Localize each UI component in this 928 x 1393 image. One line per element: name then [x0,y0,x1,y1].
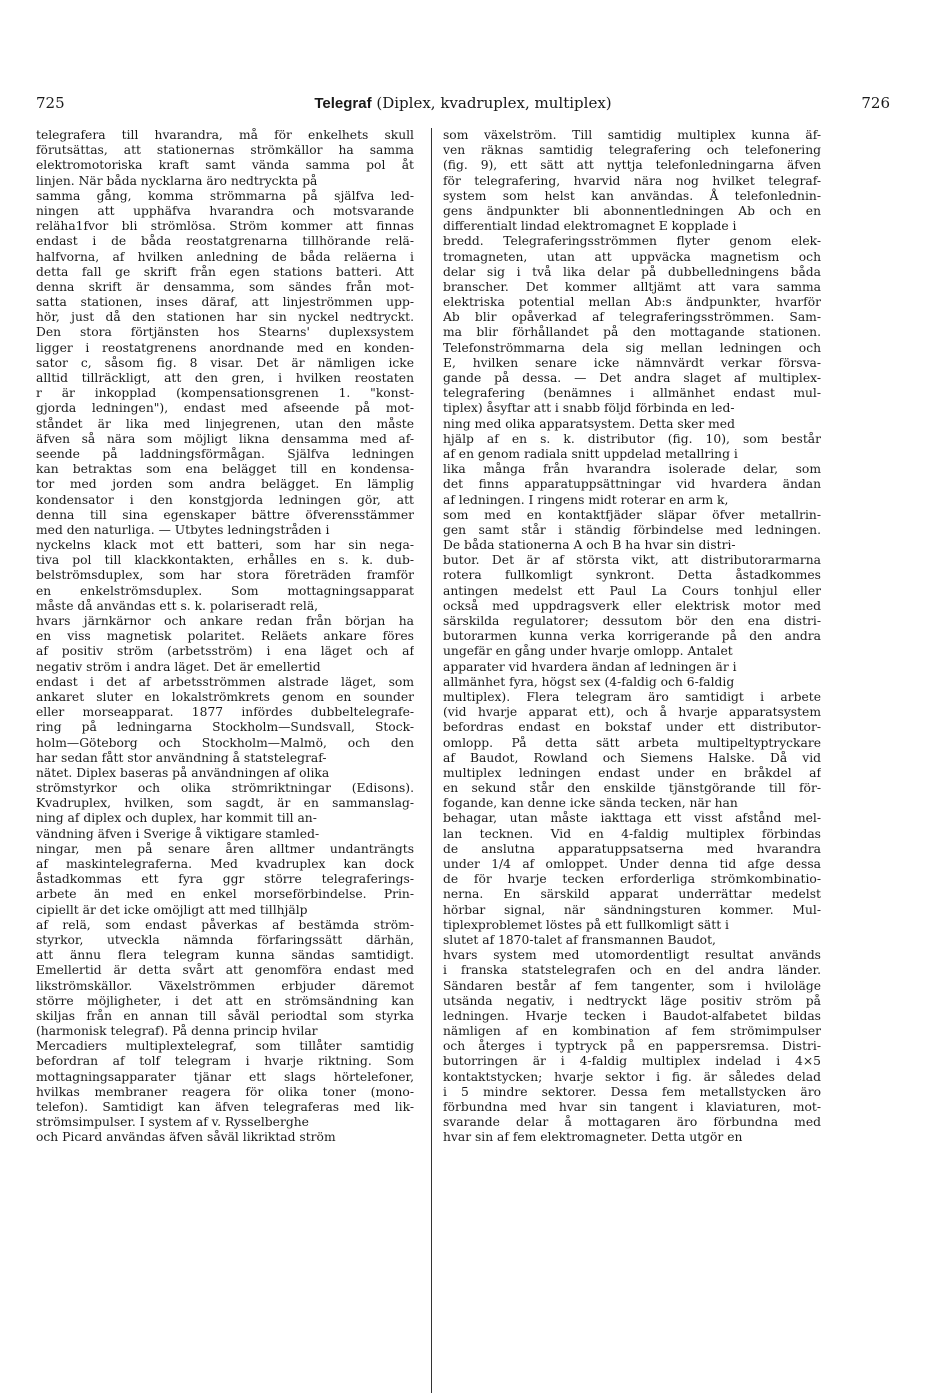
text-line: lan tecknen. Vid en 4-faldig multiplex förbindas [443,826,821,841]
text-line: omlopp. På detta sätt arbeta multipeltyptryckare [443,735,821,750]
text-line: hör, just då den stationen har sin nyckel nedtryckt. [36,310,414,325]
text-line: af ledningen. I ringens midt roterar en arm k, [443,492,729,507]
page-number-left: 725 [36,94,65,112]
text-line: apparater vid hvardera ändan af ledningen är i [443,659,737,674]
column-divider [431,128,432,1393]
text-line: lika många från hvarandra isolerade delar, som [443,462,821,477]
text-line: nätet. Diplex baseras på användningen af olika [36,765,330,780]
text-line: antingen medelst ett Paul La Cours tonhjul eller [443,583,821,598]
text-line: som med en kontaktfjäder släpar öfver metallrin- [443,507,821,522]
text-line: äfven så nära som möjligt likna densamma med af- [36,431,414,446]
running-title-subtitle: (Diplex, kvadruplex, multiplex) [371,94,612,112]
text-line: af en genom radiala snitt uppdelad metallring i [443,446,738,461]
text-line: Mercadiers multiplextelegraf, som tillåter samtidig [36,1039,414,1054]
text-line: r är inkopplad (kompensationsgrenen 1. "konst- [36,386,414,401]
text-line: De båda stationerna A och B ha hvar sin distri- [443,538,736,553]
text-line: och återges i typtryck på en pappersremsa. Distri- [443,1039,821,1054]
text-line: de för hvarje tecken erforderliga strömkombinatio- [443,872,821,887]
text-line: reläha1fvor bli strömlösa. Ström kommer att finnas [36,219,414,234]
text-line: ligger i reostatgrenens anordnande med en konden- [36,340,414,355]
text-line: och Picard användas äfven såväl likriktad ström [36,1130,336,1145]
text-line: ankaret sluter en lokalströmkrets genom en sounder [36,689,414,704]
text-line: butorarmen kunna verka korrigerande på den andra [443,629,821,644]
text-line: också med uppdragsverk eller elektrisk motor med [443,598,821,613]
text-line: tiplexproblemet löstes på ett fullkomligt sätt i [443,917,729,932]
text-line: af Baudot, Rowland och Siemens Halske. Då vid [443,750,821,765]
text-line: multiplex ledningen endast under en bråkdel af [443,765,821,780]
text-line: ningen att upphäfva hvarandra och motsvarande [36,203,414,218]
text-line: styrkor, utveckla nämnda förfaringssätt därhän, [36,932,414,947]
text-line: (harmonisk telegraf). På denna princip hvilar [36,1024,318,1039]
text-line: ståndet är lika med linjegrenen, utan den måste [36,416,414,431]
text-line: förbundna med hvar sin tangent i klaviaturen, mot- [443,1100,821,1114]
text-line: för telegrafering, hvarvid nära nog hvilket telegraf- [443,173,821,188]
text-line: ledningen. Hvarje tecken i Baudot-alfabetet bildas [443,1008,821,1023]
text-line: de anslutna apparatuppsatserna med hvarandra [443,841,821,856]
text-line: telefon). Samtidigt kan äfven telegraferas med lik- [36,1100,414,1114]
text-line: gjorda ledningen"), endast med afseende på mot- [36,401,414,416]
text-line: åstadkommas ett fyra ggr större telegraferings- [36,872,414,887]
text-line: Den stora förtjänsten hos Stearns' duplexsystem [36,325,414,340]
text-line: en viss magnetisk polaritet. Reläets ankare föres [36,629,414,644]
text-line: befordran af tolf telegram i hvarje riktning. Som [36,1054,414,1069]
text-line: strömstyrkor och olika strömriktningar (Edisons). [36,781,414,796]
text-line: sator c, såsom fig. 8 visar. Det är nämligen icke [36,355,414,370]
text-line: en enkelströmsduplex. Som mottagningsapparat [36,583,414,598]
text-line: fogande, kan denne icke sända tecken, när han [443,796,738,811]
text-line: (fig. 9), ett sätt att nyttja telefonledningarna äfven [443,158,821,173]
text-line: det finns apparatuppsättningar vid hvardera ändan [443,477,821,492]
text-line: elektromotoriska kraft samt vända samma pol åt [36,158,414,173]
text-line: halfvorna, af hvilken anledning de båda reläerna i [36,249,414,264]
text-line: har sedan fått stor användning å statstelegraf- [36,750,327,765]
text-line: tiplex) åsyftar att i snabb följd förbinda en led- [443,401,735,416]
text-line: tiva pol till klackkontakten, erhålles en s. k. dub- [36,553,414,568]
text-line: behagar, utan måste iakttaga ett visst afstånd mel- [443,811,821,826]
text-line: rotera fullkomligt synkront. Detta åstadkommes [443,568,821,583]
text-line: ring på ledningarna Stockholm—Sundsvall, Stock- [36,720,414,735]
text-line: mottagningsapparater tjänar ett slags hörtelefoner, [36,1069,414,1084]
text-line: i franska statstelegrafen och en del andra länder. [443,963,821,978]
text-line: belströmsduplex, som har stora företräden framför [36,568,414,583]
text-line: samma gång, komma strömmarna på själfva led- [36,188,414,203]
text-line: linjen. När båda nycklarna äro nedtryckta på [36,173,318,188]
text-line: nyckelns klack mot ett batteri, som har sin nega- [36,538,414,553]
text-line: gens ändpunkter bli abonnentledningen Ab och en [443,203,821,218]
text-line: multiplex). Flera telegram äro samtidigt i arbete [443,689,821,704]
text-line: likströmskällor. Växelströmmen erbjuder däremot [36,978,414,993]
text-line: satta stationen, inses däraf, att linjeströmmen upp- [36,295,414,310]
text-line: ning med olika apparatsystem. Detta sker med [443,416,735,431]
text-line: arbete än med en enkel morseförbindelse. Prin- [36,887,414,902]
text-line: ningar, men på senare åren alltmer undanträngts [36,841,414,856]
right-column [443,128,821,1146]
running-title-keyword: Telegraf [314,95,372,112]
text-line: svarande delar å mottagaren äro förbundna med [443,1115,821,1130]
text-line: butor. Det är af största vikt, att distributorarmarna [443,553,821,568]
text-line: allmänhet fyra, högst sex (4-faldig och 6-faldig [443,674,735,689]
text-line: måste då användas ett s. k. polariseradt relä, [36,598,319,613]
text-line: cipiellt är det icke omöjligt att med tillhjälp [36,902,308,917]
text-line: vändning äfven i Sverige å viktigare stamled- [36,826,320,841]
text-line: endast i de båda reostatgrenarna tillhörande relä- [36,234,414,249]
text-line: E, hvilken senare icke nämnvärdt verkar försva- [443,355,821,370]
text-line: kan betraktas som ena belägget till en kondensa- [36,462,414,477]
text-line: hörbar signal, när sändningsturen kommer. Mul- [443,902,821,917]
text-line: hvilkas membraner reagera för olika toner (mono- [36,1084,414,1099]
text-line: tromagneten, utan att uppväcka magnetism och [443,249,821,264]
text-line: seende på laddningsförmågan. Själfva ledningen [36,446,414,461]
text-line: Kvadruplex, hvilken, som sagdt, är en sammanslag- [36,796,414,811]
text-line: skiljas från en annan till såväl periodtal som styrka [36,1008,414,1023]
text-line: ma blir förhållandet på den mottagande stationen. [443,325,821,340]
text-line: förutsättas, att stationernas strömkällor ha samma [36,143,414,158]
text-line: hjälp af en s. k. distributor (fig. 10), som består [443,431,821,446]
text-line: särskilda regulatorer; dessutom bör den ena distri- [443,614,821,628]
text-line: holm—Göteborg och Stockholm—Malmö, och den [36,735,414,750]
left-column [36,128,414,1146]
text-line: denna skrift är densamma, som sändes från mot- [36,279,414,294]
text-line: ven räknas samtidig telegrafering och telefonering [443,143,821,158]
text-line: tor med jorden som andra belägget. En lämplig [36,477,414,492]
text-line: utsända negativ, i nedtryckt läge positiv ström på [443,993,821,1008]
text-line: Sändaren består af fem tangenter, som i hviloläge [443,978,821,993]
text-line: butorringen är i 4-faldig multiplex indelad i 4×5 [443,1054,821,1069]
text-line: af maskintelegraferna. Med kvadruplex kan dock [36,857,414,871]
text-line: nerna. En särskild apparat underrättar medelst [443,887,821,902]
text-line: elektriska potential mellan Ab:s ändpunkter, hvarför [443,295,821,310]
text-line: denna till sina egenskaper bättre öfverensstämmer [36,507,414,522]
text-line: befordras endast en bokstaf under ett distributor- [443,720,821,735]
text-line: i 5 mindre sektorer. Dessa fem metallstycken äro [443,1084,821,1099]
text-line: större möjligheter, i det att en strömsändning kan [36,993,414,1008]
text-line: differentialt lindad elektromagnet E kopplade i [443,219,737,234]
text-line: slutet af 1870-talet af fransmannen Baudot, [443,932,716,947]
text-line: telegrafering (benämnes i allmänhet endast mul- [443,386,821,401]
text-line: under 1/4 af omloppet. Under denna tid afge dessa [443,857,821,871]
text-line: telegrafera till hvarandra, må för enkelhets skull [36,128,414,142]
text-line: att ännu flera telegram kunna sändas samtidigt. [36,948,414,963]
text-line: alltid tillräckligt, att den gren, i hvilken reostaten [36,371,414,385]
text-line: gande på dessa. — Det andra slaget af multiplex- [443,371,821,385]
text-line: hvars system med utomordentligt resultat används [443,948,821,963]
text-line: bredd. Telegraferingsströmmen flyter genom elek- [443,234,821,249]
text-line: af relä, som endast påverkas af bestämda ström- [36,917,414,932]
text-line: negativ ström i andra läget. Det är emellertid [36,659,321,674]
text-line: branscher. Det kommer alltjämt att vara samma [443,279,821,294]
text-line: Telefonströmmarna dela sig mellan ledningen och [443,340,821,355]
running-title [36,92,890,115]
text-line: kondensator i den konstgjorda ledningen gör, att [36,492,414,507]
text-line: som växelström. Till samtidig multiplex kunna äf- [443,128,821,142]
text-line: system som helst kan användas. Å telefonlednin- [443,188,821,203]
text-line: ning af diplex och duplex, har kommit till an- [36,811,317,826]
text-line: gen samt står i ständig förbindelse med ledningen. [443,522,821,537]
page-number-right: 726 [861,94,890,112]
text-line: endast i det af arbetsströmmen alstrade läget, som [36,674,414,689]
text-line: eller morseapparat. 1877 infördes dubbeltelegrafe- [36,705,414,720]
text-line: Ab blir opåverkad af telegraferingsströmmen. Sam- [443,310,821,325]
text-line: kontaktstycken; hvarje sektor i fig. är således delad [443,1069,821,1084]
text-line: Emellertid är detta svårt att genomföra endast med [36,963,414,978]
text-line: ungefär en gång under hvarje omlopp. Antalet [443,644,733,659]
running-header [36,92,890,114]
text-line: strömsimpulser. I system af v. Rysselberghe [36,1115,309,1130]
text-line: en sekund står den enskilde tjänstgörande till för- [443,781,821,796]
text-line: nämligen af en kombination af fem strömimpulser [443,1024,821,1039]
text-line: med den naturliga. — Utbytes ledningstråden i [36,522,330,537]
text-line: delar sig i två lika delar på dubbelledningens båda [443,264,821,279]
text-line: hvar sin af fem elektromagneter. Detta utgör en [443,1130,743,1145]
text-line: hvars järnkärnor och ankare redan från början ha [36,614,414,628]
text-line: detta fall ge skrift från egen stations batteri. Att [36,264,414,279]
text-line: (vid hvarje apparat ett), och å hvarje apparatsystem [443,705,821,720]
text-line: af positiv ström (arbetsström) i ena läget och af [36,644,414,659]
